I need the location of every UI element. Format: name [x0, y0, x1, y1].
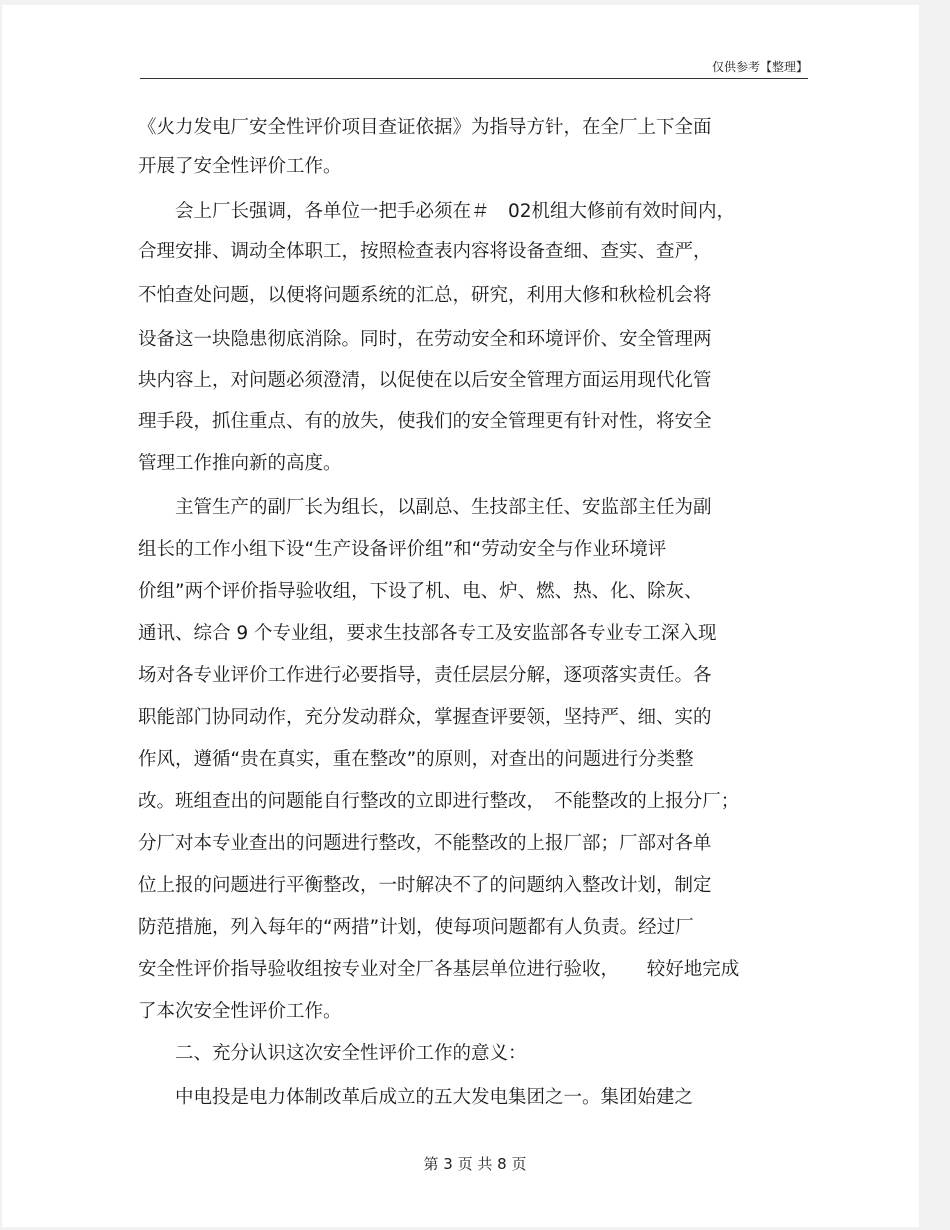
page-footer: 第 3 页 共 8 页	[423, 1155, 527, 1173]
text-line: 职能部门协同动作，充分发动群众，掌握查评要领，坚持严、细、实的	[138, 707, 712, 728]
page-header	[140, 58, 808, 79]
text-line: 组长的工作小组下设“生产设备评价组”和“劳动安全与作业环境评	[138, 539, 667, 560]
text-line: 中电投是电力体制改革后成立的五大发电集团之一。集团始建之	[138, 1087, 694, 1108]
text-line: 价组”两个评价指导验收组，下设了机、电、炉、燃、热、化、除灰、	[138, 581, 703, 602]
text-line: 会上厂长强调，各单位一把手必须在＃ 02机组大修前有效时间内，	[138, 201, 736, 222]
text-line: 作风，遵循“贵在真实，重在整改”的原则，对查出的问题进行分类整	[138, 749, 694, 770]
text-line: 了本次安全性评价工作。	[138, 1001, 342, 1022]
text-line: 分厂对本专业查出的问题进行整改，不能整改的上报厂部；厂部对各单	[138, 833, 712, 854]
text-line: 理手段，抓住重点、有的放失，使我们的安全管理更有针对性，将安全	[138, 411, 712, 432]
text-line: 开展了安全性评价工作。	[138, 156, 342, 177]
text-line: 不怕查处问题，以便将问题系统的汇总，研究，利用大修和秋检机会将	[138, 285, 712, 306]
text-line: 块内容上，对问题必须澄清，以促使在以后安全管理方面运用现代化管	[138, 370, 712, 391]
text-line: 通讯、综合 9 个专业组，要求生技部各专工及安监部各专业专工深入现	[138, 623, 717, 644]
text-line: 场对各专业评价工作进行必要指导，责任层层分解，逐项落实责任。各	[138, 665, 712, 686]
text-line: 设备这一块隐患彻底消除。同时，在劳动安全和环境评价、安全管理两	[138, 329, 712, 350]
text-line: 主管生产的副厂长为组长，以副总、生技部主任、安监部主任为副	[138, 497, 712, 518]
text-line: 安全性评价指导验收组按专业对全厂各基层单位进行验收， 较好地完成	[138, 959, 740, 980]
text-line: 防范措施，列入每年的“两措”计划，使每项问题都有人负责。经过厂	[138, 917, 694, 938]
text-line: 改。班组查出的问题能自行整改的立即进行整改， 不能整改的上报分厂；	[138, 791, 740, 812]
text-line: 合理安排、调动全体职工，按照检查表内容将设备查细、查实、查严，	[138, 241, 712, 262]
text-line: 管理工作推向新的高度。	[138, 453, 342, 474]
text-line: 位上报的问题进行平衡整改，一时解决不了的问题纳入整改计划，制定	[138, 875, 712, 896]
text-line: 《火力发电厂安全性评价项目查证依据》为指导方针，在全厂上下全面	[138, 117, 712, 138]
text-line: 二、充分认识这次安全性评价工作的意义：	[138, 1043, 527, 1064]
header-note: 仅供参考【整理】	[711, 60, 808, 74]
